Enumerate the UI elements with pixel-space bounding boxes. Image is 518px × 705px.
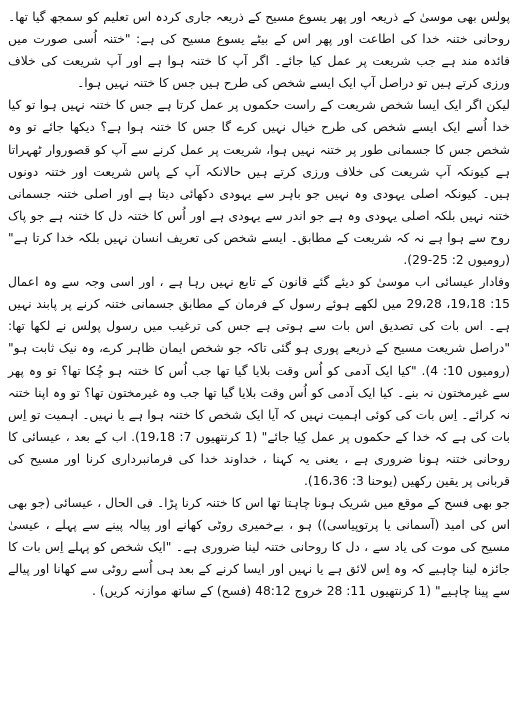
paragraph-1: پولس بھی موسیٰ کے ذریعہ اور پھر یسوع مسیح کے ذریعہ جاری کردہ اس تعلیم کو سمجھ گیا تھا۔ روحانی ختنہ خدا کی اطاعت اور پھر اس کے بیٹے یسوع مسیح کی ہے: "ختنہ اُسی صورت میں فائدہ مند ہے جب شریعت پر عمل کیا جائے۔ اگر آپ کا ختنہ ہوا ہے اور آپ شریعت کی خلاف ورزی کرتے ہیں تو دراصل آپ ایک ایسے شخص کی طرح ہیں جس کا ختنہ نہیں ہوا۔ [8,10,510,91]
paragraph-2: لیکن اگر ایک ایسا شخص شریعت کے راست حکموں پر عمل کرتا ہے جس کا ختنہ نہیں ہوا تو کیا خدا اُسے ایک ایسے شخص کی طرح خیال نہیں کرے گا جس کا ختنہ ہوا ہے؟ دیکھا جائے تو وہ شخص جس کا جسمانی طور پر ختنہ نہیں ہوا، شریعت پر عمل کرنے سے آپ کو قصوروار ٹھہراتا ہے کیونکہ آپ شریعت کی خلاف ورزی کرتے ہیں حالانکہ آپ کے پاس شریعت اور ختنہ دونوں ہیں۔ کیونکہ اصلی یہودی وہ نہیں جو باہر سے یہودی دکھائی دیتا ہے اور اصلی ختنہ جسمانی ختنہ نہیں بلکہ اصلی یہودی وہ ہے جو اندر سے یہودی ہے اور اُس کا ختنہ دل کا ختنہ ہے جو پاک روح سے ہوا ہے نہ کہ شریعت کے مطابق۔ ایسے شخص کی تعریف انسان نہیں بلکہ خدا کرتا ہے" (رومیوں 2: 25-29). [8,98,510,268]
paragraph-3: وفادار عیسائی اب موسیٰ کو دیئے گئے قانون کے تابع نہیں رہا ہے ، اور اسی وجہ سے وہ اعمال 15: 19،18، 29،28 میں لکھے ہوئے رسول کے فرمان کے مطابق جسمانی ختنہ کرنے پر پابند نہیں ہے۔ اس بات کی تصدیق اس بات سے ہوتی ہے جس کی ترغیب میں رسول پولس نے لکھا تھا: "دراصل شریعت مسیح کے ذریعے پوری ہو گئی تاکہ جو شخص ایمان ظاہر کرے، وہ نیک ثابت ہو" (رومیوں 10: 4). "کیا ایک آدمی کو اُس وقت بلایا گیا تھا جب اُس کا ختنہ ہو چُکا تھا؟ تو وہ پھر سے غیرمختون نہ بنے۔ کیا ایک آدمی کو اُس وقت بلایا گیا تھا جب وہ غیرمختون تھا؟ تو وہ اپنا ختنہ نہ کرائے۔ اِس بات کی کوئی اہمیت نہیں کہ آیا ایک شخص کا ختنہ ہوا ہے یا نہیں۔ اہمیت تو اِس بات کی ہے کہ خدا کے حکموں پر عمل کِیا جائے" (1 کرنتھیوں 7: 19،18). اب کے بعد ، عیسائی کا روحانی ختنہ ہونا ضروری ہے ، یعنی یہ کہنا ، خداوند خدا کی فرمانبرداری کرنا اور مسیح کی قربانی پر یقین رکھیں (یوحنا 3: 16،36). [8,275,511,488]
paragraph-4: جو بھی فسح کے موقع میں شریک ہونا چاہتا تھا اس کا ختنہ کرنا پڑا۔ فی الحال ، عیسائی (جو بھی اس کی امید (آسمانی یا پرتوپیاسی)) ہو ، بےخمیری روٹی کھانے اور پیالہ پینے سے پہلے ، عیسیٰ مسیح کی موت کی یاد سے ، دل کا روحانی ختنہ لینا ضروری ہے۔ "ایک شخص کو پہلے اِس بات کا جائزہ لینا چاہیے کہ وہ اِس لائق ہے یا نہیں اور ایسا کرنے کے بعد ہی اُسے روٹی سے کھانا اور پیالے سے پینا چاہیے" (1 کرنتھیوں 11: 28 خروج 48:12 (فسح) کے ساتھ موازنہ کریں) . [8,496,510,599]
